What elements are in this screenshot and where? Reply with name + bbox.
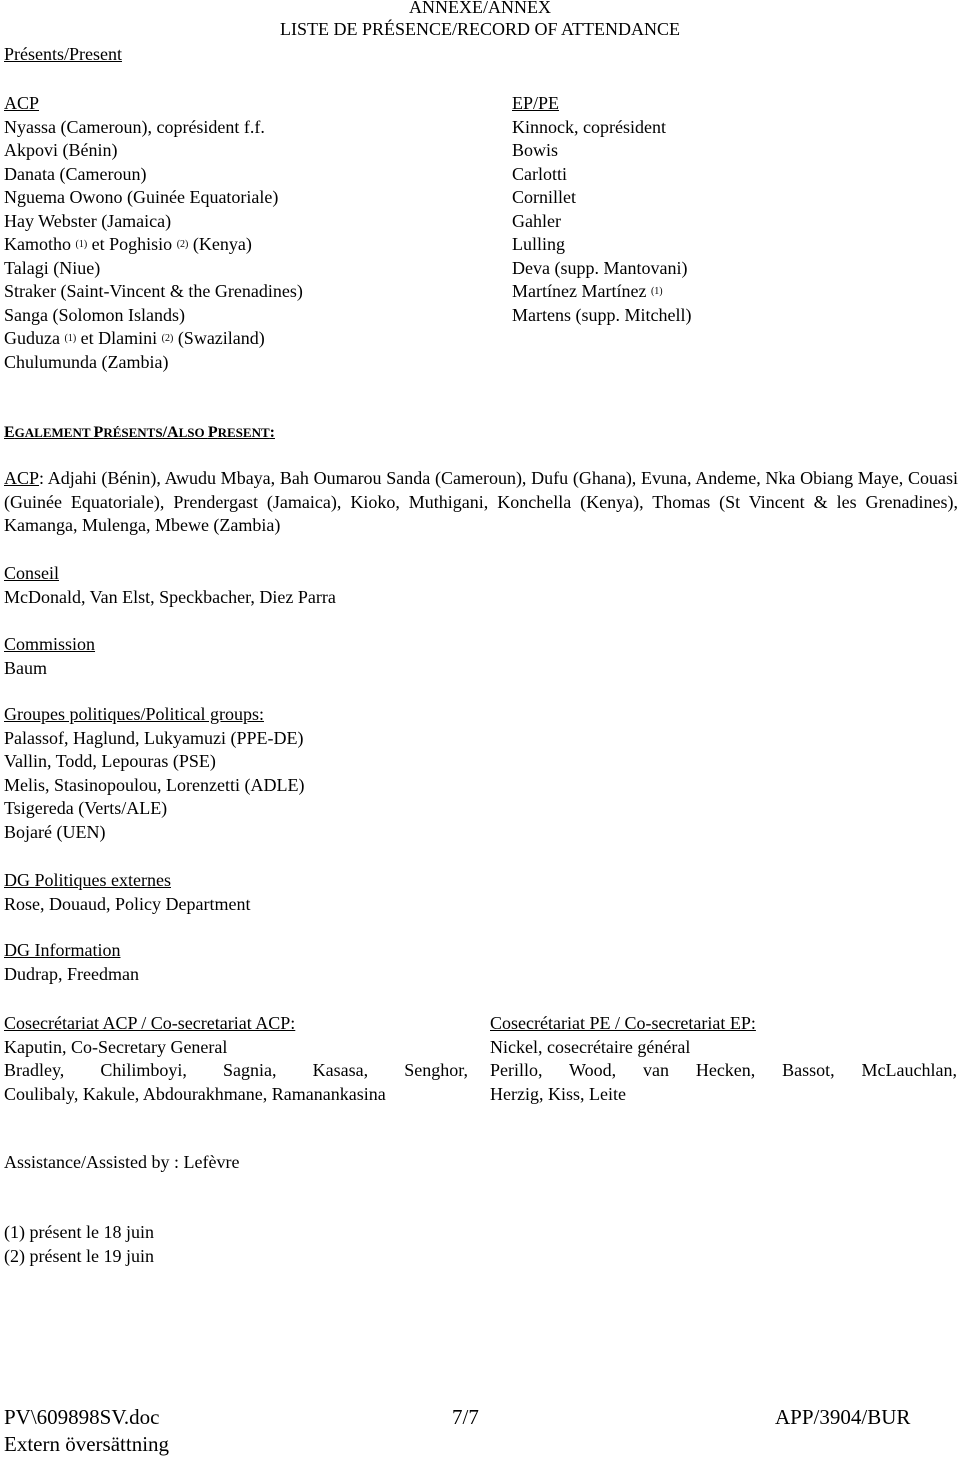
cosecretariat-acp-line: Bradley, Chilimboyi, Sagnia, Kasasa, Senghor,: [4, 1060, 468, 1080]
political-groups-section: [4, 703, 304, 844]
acp-members-column: [4, 92, 303, 374]
cosecretariat-ep-label: Cosecrétariat PE / Co-secretariat EP:: [490, 1013, 756, 1033]
commission-label: Commission: [4, 634, 96, 654]
ep-member: Cornillet: [512, 187, 576, 207]
ep-member: Lulling: [512, 234, 565, 254]
cosecretariat-acp-label: Cosecrétariat ACP / Co-secretariat ACP:: [4, 1013, 296, 1033]
cosecretariat-acp-line: Coulibaly, Kakule, Abdourakhmane, Ramanankasina: [4, 1083, 386, 1104]
acp-member: Nyassa (Cameroun), coprésident f.f.: [4, 116, 265, 137]
ep-member: Deva (supp. Mantovani): [512, 257, 688, 278]
acp-member: Danata (Cameroun): [4, 163, 147, 184]
footnote: (2) présent le 19 juin: [4, 1245, 154, 1266]
acp-member: Hay Webster (Jamaica): [4, 210, 172, 231]
cosecretariat-acp-section: [4, 1012, 468, 1106]
acp-label: ACP: [4, 468, 40, 488]
assistance-line: Assistance/Assisted by : Lefèvre: [4, 1152, 240, 1172]
footnotes: [4, 1221, 154, 1268]
footer-doc-name: PV\609898SV.doc: [4, 1405, 160, 1429]
conseil-section: [4, 562, 336, 609]
footer-reference: APP/3904/BUR: [775, 1405, 911, 1429]
commission-names: Baum: [4, 657, 47, 678]
political-groups-label: Groupes politiques/Political groups:: [4, 704, 264, 724]
dg-external-names: Rose, Douaud, Policy Department: [4, 893, 251, 914]
cosecretariat-ep-section: [490, 1012, 957, 1106]
document-header: [250, 0, 710, 40]
cosecretariat-ep-line: Perillo, Wood, van Hecken, Bassot, McLauchlan,: [490, 1060, 957, 1080]
dg-external-label: DG Politiques externes: [4, 870, 171, 890]
ep-member: Kinnock, coprésident: [512, 116, 666, 137]
cosecretariat-ep-line: Herzig, Kiss, Leite: [490, 1083, 626, 1104]
present-label: Présents/Present: [4, 44, 122, 64]
ep-member: Gahler: [512, 210, 561, 231]
dg-info-label: DG Information: [4, 940, 121, 960]
acp-member: Talagi (Niue): [4, 257, 101, 278]
ep-label: EP/PE: [512, 93, 560, 113]
ep-members-column: [512, 92, 691, 327]
acp-member: Chulumunda (Zambia): [4, 351, 169, 372]
ep-member: Martens (supp. Mitchell): [512, 304, 692, 325]
conseil-label: Conseil: [4, 563, 60, 583]
also-present-heading: EGALEMENT PRÉSENTS/ALSO PRESENT:: [4, 424, 275, 441]
annex-title: ANNEXE/ANNEX: [409, 0, 551, 17]
dg-external-section: [4, 869, 250, 916]
ep-member: Carlotti: [512, 163, 567, 184]
cosecretariat-ep-line: Nickel, cosecrétaire général: [490, 1036, 691, 1057]
footnote: (1) présent le 18 juin: [4, 1222, 154, 1242]
conseil-names: McDonald, Van Elst, Speckbacher, Diez Parra: [4, 586, 336, 607]
footer-page-number: 7/7: [452, 1405, 479, 1429]
acp-member: Guduza $^{(1)}$ et Dlamini $^{(2)}$ (Swaziland): [4, 328, 265, 348]
dg-info-names: Dudrap, Freedman: [4, 963, 139, 984]
attendance-title: LISTE DE PRÉSENCE/RECORD OF ATTENDANCE: [279, 19, 681, 39]
acp-member: Kamotho $^{(1)}$ et Poghisio $^{(2)}$ (Kenya): [4, 234, 252, 254]
acp-member: Sanga (Solomon Islands): [4, 304, 185, 325]
acp-member: Straker (Saint-Vincent & the Grenadines): [4, 281, 303, 301]
commission-section: [4, 633, 95, 680]
ep-member: Bowis: [512, 140, 559, 160]
acp-member: Akpovi (Bénin): [4, 140, 118, 160]
acp-label: ACP: [4, 93, 40, 113]
political-group-line: Tsigereda (Verts/ALE): [4, 798, 168, 818]
acp-names: : Adjahi (Bénin), Awudu Mbaya, Bah Oumarou Sanda (Cameroun), Dufu (Ghana), Evuna, Andeme, Nka Obiang Maye, Couasi (Guinée Equatoriale), Prendergast (Jamaica), Kioko, Muthigani, Konchella (Kenya), Thomas (St Vincent & les Grenadines), Kamanga, Mulenga, Mbewe (Zambia): [4, 468, 958, 535]
political-group-line: Bojaré (UEN): [4, 821, 106, 842]
ep-member: Martínez Martínez $^{(1)}$: [512, 281, 663, 301]
political-group-line: Vallin, Todd, Lepouras (PSE): [4, 751, 216, 771]
dg-info-section: [4, 939, 139, 986]
also-present-acp-paragraph: [4, 467, 958, 538]
footer-translation: Extern översättning: [4, 1432, 170, 1456]
political-group-line: Palassof, Haglund, Lukyamuzi (PPE-DE): [4, 727, 304, 748]
political-group-line: Melis, Stasinopoulou, Lorenzetti (ADLE): [4, 774, 305, 795]
cosecretariat-acp-line: Kaputin, Co-Secretary General: [4, 1036, 228, 1057]
footer-left: [4, 1404, 169, 1458]
acp-member: Nguema Owono (Guinée Equatoriale): [4, 187, 279, 207]
